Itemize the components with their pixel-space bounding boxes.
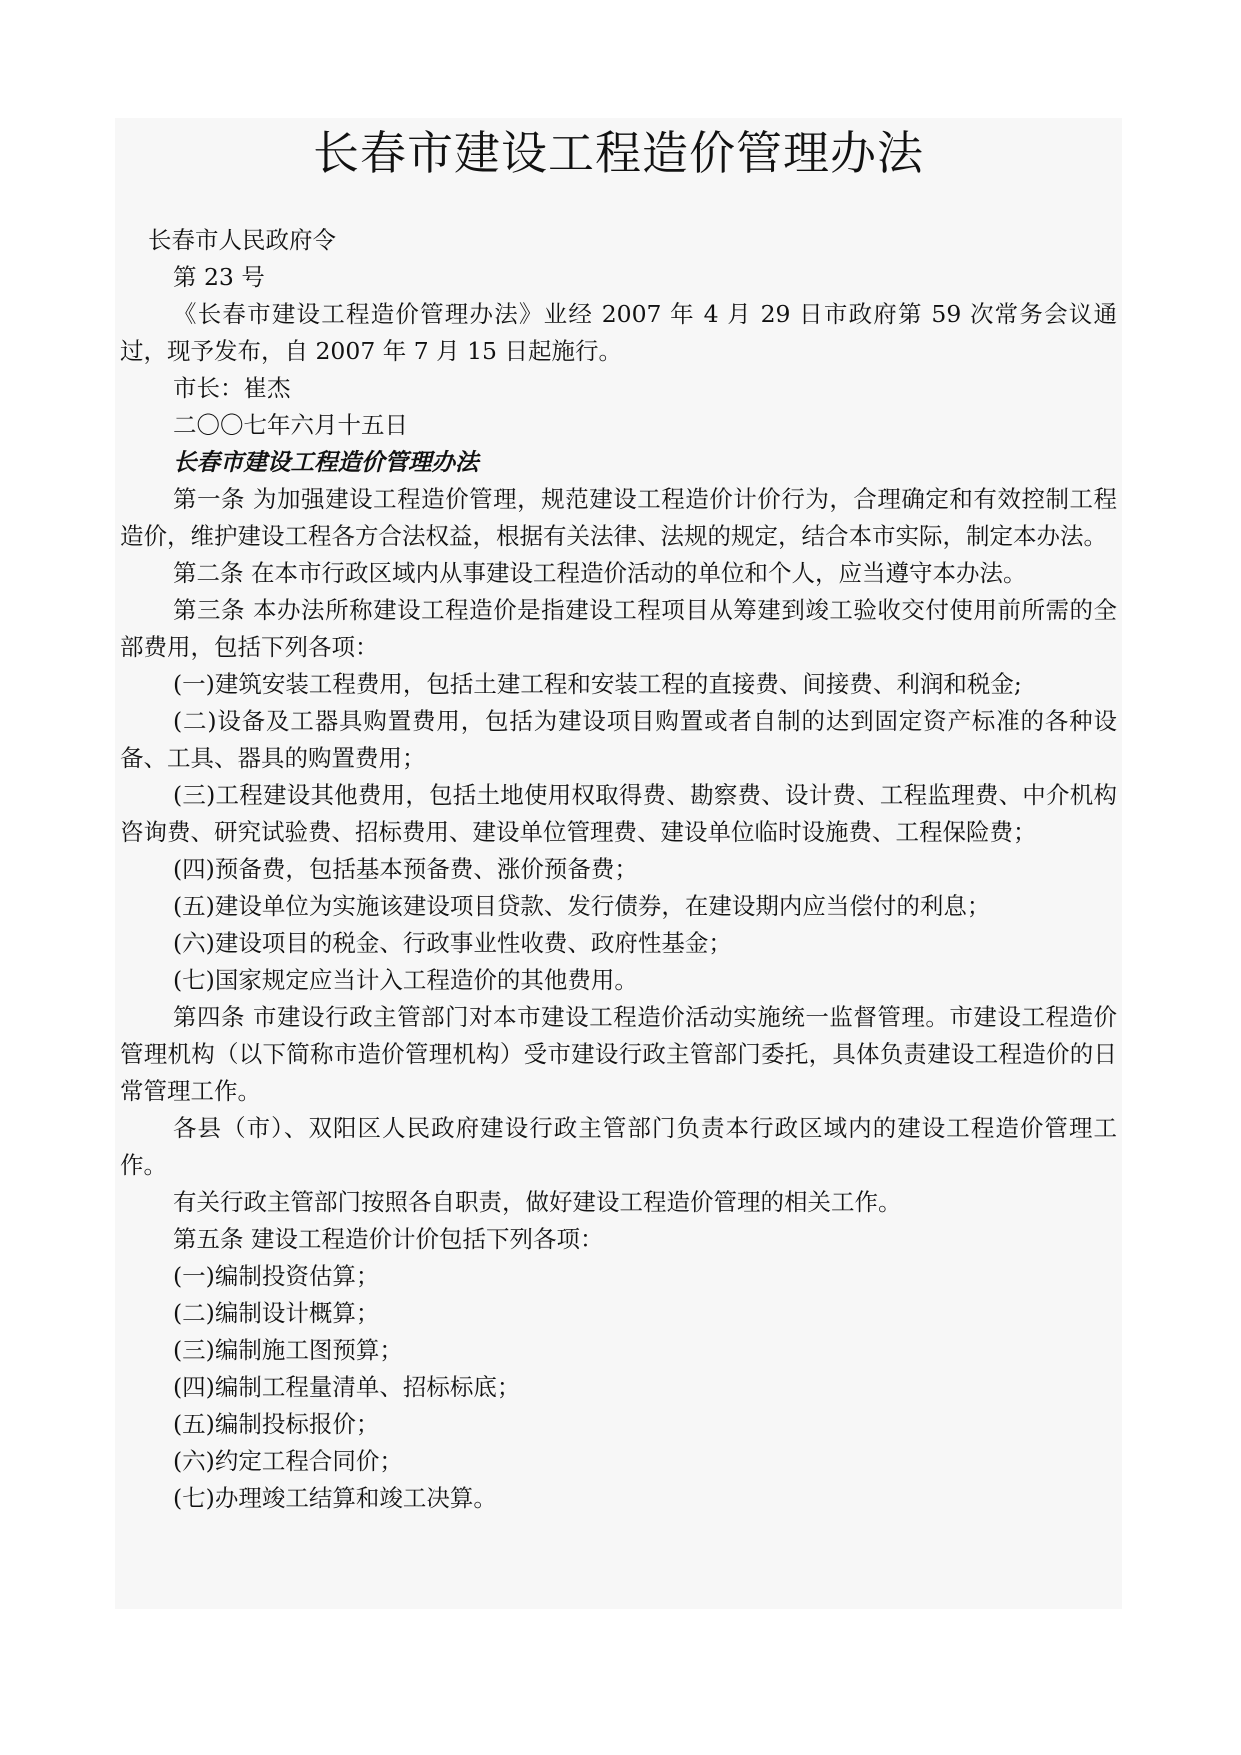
article-5-item-4: (四)编制工程量清单、招标标底； (173, 1373, 521, 1401)
article-4-para-2: 各县（市）、双阳区人民政府建设行政主管部门负责本行政区域内的建设工程造价管理工作。 (120, 1114, 1117, 1179)
article-5-item-2: (二)编制设计概算； (173, 1299, 380, 1327)
issue-date: 二〇〇七年六月十五日 (173, 411, 408, 439)
article-3-item-6: (六)建设项目的税金、行政事业性收费、政府性基金； (173, 929, 732, 957)
article-3-item-3: (三)工程建设其他费用，包括土地使用权取得费、勘察费、设计费、工程监理费、中介机构咨询费、研究试验费、招标费用、建设单位管理费、建设单位临时设施费、工程保险费； (120, 781, 1117, 846)
article-5-item-3: (三)编制施工图预算； (173, 1336, 403, 1364)
article-5-item-6: (六)约定工程合同价； (173, 1447, 403, 1475)
article-1: 第一条 为加强建设工程造价管理，规范建设工程造价计价行为，合理确定和有效控制工程造价，维护建设工程各方合法权益，根据有关法律、法规的规定，结合本市实际，制定本办法。 (120, 485, 1117, 550)
decree-number: 第 23 号 (173, 263, 265, 291)
document-body (120, 222, 1117, 1517)
article-4: 第四条 市建设行政主管部门对本市建设工程造价活动实施统一监督管理。市建设工程造价管理机构（以下简称市造价管理机构）受市建设行政主管部门委托，具体负责建设工程造价的日常管理工作。 (120, 1003, 1117, 1105)
article-5: 第五条 建设工程造价计价包括下列各项： (173, 1225, 604, 1253)
article-3-item-4: (四)预备费，包括基本预备费、涨价预备费； (173, 855, 638, 883)
law-title: 长春市建设工程造价管理办法 (173, 448, 479, 476)
article-3: 第三条 本办法所称建设工程造价是指建设工程项目从筹建到竣工验收交付使用前所需的全部费用，包括下列各项： (120, 596, 1117, 661)
article-3-item-7: (七)国家规定应当计入工程造价的其他费用。 (173, 966, 638, 994)
mayor-signature: 市长：崔杰 (173, 374, 291, 402)
article-5-item-5: (五)编制投标报价； (173, 1410, 380, 1438)
article-5-item-1: (一)编制投资估算； (173, 1262, 380, 1290)
announcement: 《长春市建设工程造价管理办法》业经 2007 年 4 月 29 日市政府第 59 次常务会议通过，现予发布，自 2007 年 7 月 15 日起施行。 (120, 300, 1117, 365)
decree-name: 长春市人民政府令 (148, 226, 336, 254)
article-5-item-7: (七)办理竣工结算和竣工决算。 (173, 1484, 497, 1512)
document-title: 长春市建设工程造价管理办法 (313, 126, 924, 180)
article-3-item-5: (五)建设单位为实施该建设项目贷款、发行债券，在建设期内应当偿付的利息； (173, 892, 991, 920)
article-3-item-2: (二)设备及工器具购置费用，包括为建设项目购置或者自制的达到固定资产标准的各种设备、工具、器具的购置费用； (120, 707, 1117, 772)
article-2: 第二条 在本市行政区域内从事建设工程造价活动的单位和个人，应当遵守本办法。 (173, 559, 1027, 587)
article-4-para-3: 有关行政主管部门按照各自职责，做好建设工程造价管理的相关工作。 (173, 1188, 902, 1216)
article-3-item-1: (一)建筑安装工程费用，包括土建工程和安装工程的直接费、间接费、利润和税金; (173, 670, 1022, 698)
